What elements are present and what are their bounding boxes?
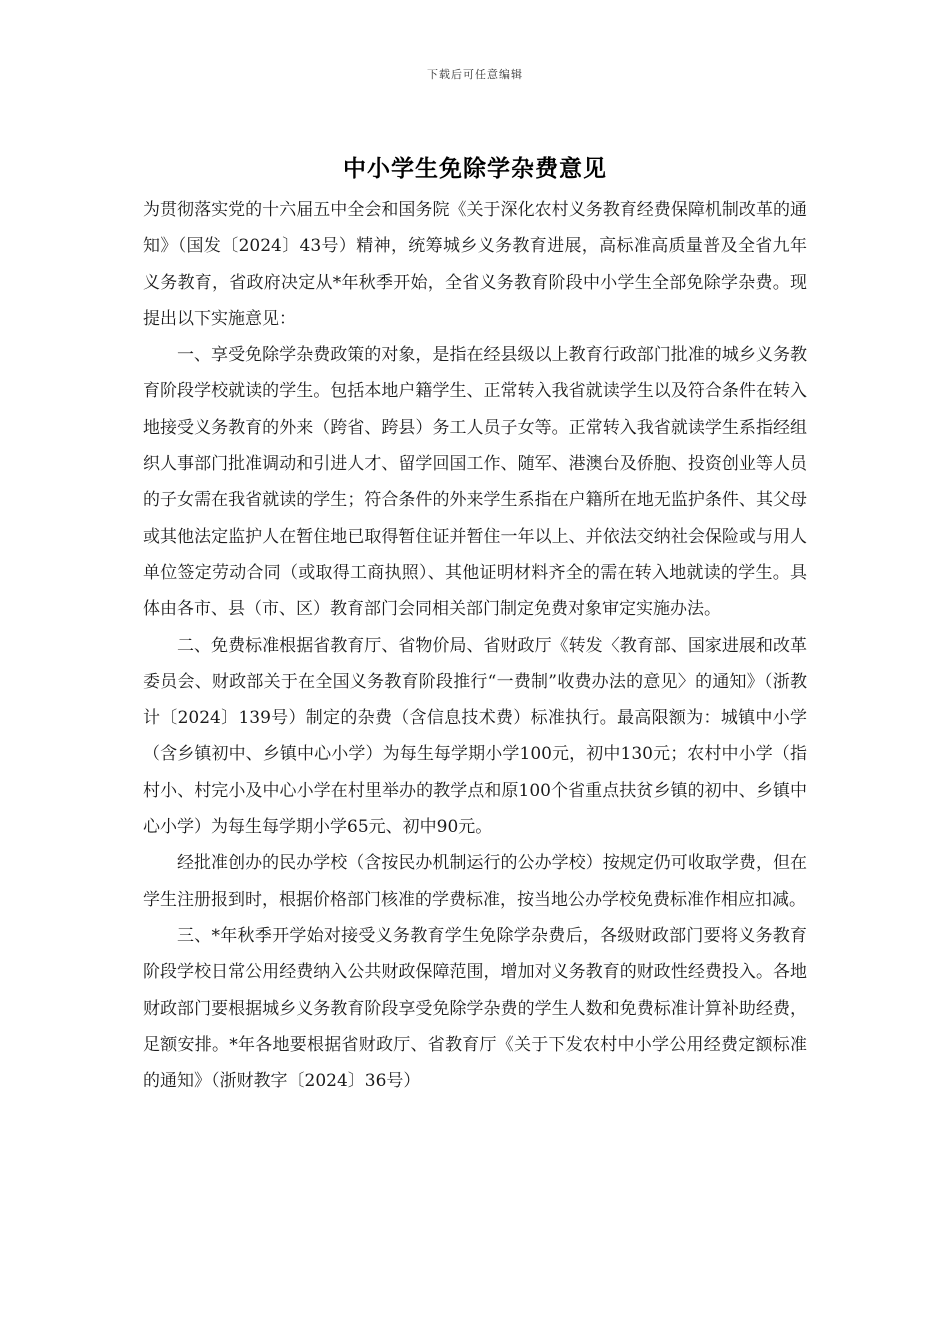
header-note: 下载后可任意编辑: [427, 68, 523, 81]
paragraph-section-3: 三、*年秋季开学始对接受义务教育学生免除学杂费后，各级财政部门要将义务教育阶段学校日常公用经费纳入公共财政保障范围，增加对义务教育的财政性经费投入。各地财政部门要根据城乡义务教育阶段享受免除学杂费的学生人数和免费标准计算补助经费，足额安排。*年各地要根据省财政厅、省教育厅《关于下发农村中小学公用经费定额标准的通知》（浙财教字〔2024〕36号）: [143, 925, 807, 1092]
paragraph-section-1: 一、享受免除学杂费政策的对象，是指在经县级以上教育行政部门批准的城乡义务教育阶段学校就读的学生。包括本地户籍学生、正常转入我省就读学生以及符合条件在转入地接受义务教育的外来（跨省、跨县）务工人员子女等。正常转入我省就读学生系指经组织人事部门批准调动和引进人才、留学回国工作、随军、港澳台及侨胞、投资创业等人员的子女需在我省就读的学生；符合条件的外来学生系指在户籍所在地无监护条件、其父母或其他法定监护人在暂住地已取得暂住证并暂住一年以上、并依法交纳社会保险或与用人单位签定劳动合同（或取得工商执照）、其他证明材料齐全的需在转入地就读的学生。具体由各市、县（市、区）教育部门会同相关部门制定免费对象审定实施办法。: [143, 345, 807, 620]
paragraph-intro: 为贯彻落实党的十六届五中全会和国务院《关于深化农村义务教育经费保障机制改革的通知》（国发〔2024〕43号）精神，统筹城乡义务教育进展，高标准高质量普及全省九年义务教育，省政府决定从*年秋季开始，全省义务教育阶段中小学生全部免除学杂费。现提出以下实施意见：: [143, 200, 807, 329]
paragraph-private-schools: 经批准创办的民办学校（含按民办机制运行的公办学校）按规定仍可收取学费，但在学生注册报到时，根据价格部门核准的学费标准，按当地公办学校免费标准作相应扣减。: [143, 853, 807, 910]
document-title: 中小学生免除学杂费意见: [343, 155, 607, 182]
paragraph-section-2: 二、免费标准根据省教育厅、省物价局、省财政厅《转发〈教育部、国家进展和改革委员会、财政部关于在全国义务教育阶段推行“一费制”收费办法的意见〉的通知》（浙教计〔2024〕139号）制定的杂费（含信息技术费）标准执行。最高限额为：城镇中小学（含乡镇初中、乡镇中心小学）为每生每学期小学100元，初中130元；农村中小学（指村小、村完小及中心小学在村里举办的教学点和原100个省重点扶贫乡镇的初中、乡镇中心小学）为每生每学期小学65元、初中90元。: [143, 635, 807, 838]
document-body: [143, 192, 807, 1099]
